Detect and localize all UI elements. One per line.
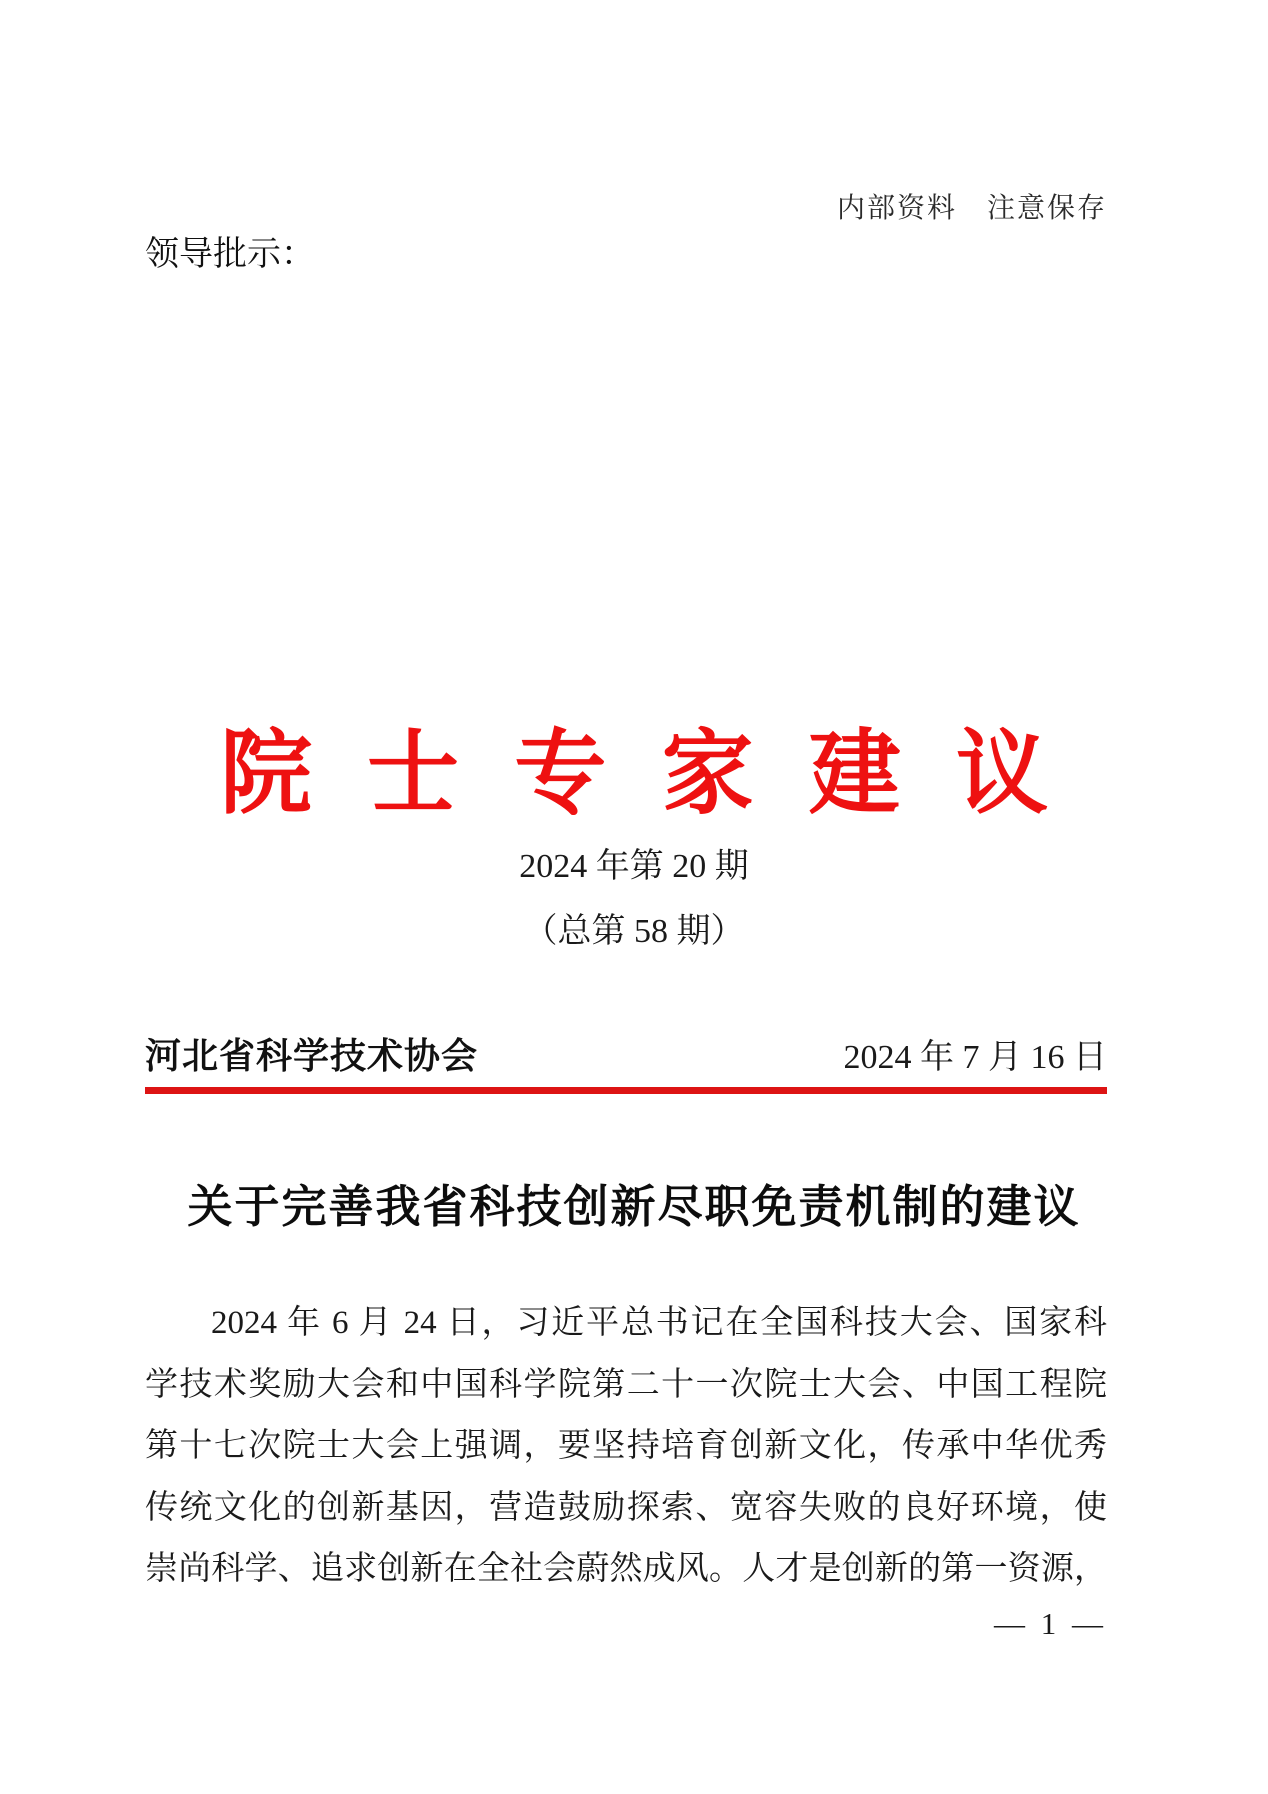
classification-notice: 内部资料 注意保存: [836, 193, 1107, 224]
page-number: — 1 —: [994, 1606, 1107, 1641]
body-line: 学技术奖励大会和中国科学院第二十一次院士大会、中国工程院: [145, 1366, 1107, 1403]
body-line: 崇尚科学、追求创新在全社会蔚然成风。人才是创新的第一资源，: [145, 1551, 1107, 1587]
body-line: 传统文化的创新基因，营造鼓励探索、宽容失败的良好环境，使: [145, 1489, 1107, 1526]
article-body: [145, 1293, 1107, 1601]
masthead-title: 院士专家建议: [219, 723, 1104, 825]
publisher-name: 河北省科学技术协会: [145, 1036, 479, 1076]
publisher-row: [145, 1028, 1107, 1079]
body-line: 第十七次院士大会上强调，要坚持培育创新文化，传承中华优秀: [145, 1428, 1107, 1464]
body-line: 2024 年 6 月 24 日，习近平总书记在全国科技大会、国家科: [211, 1305, 1107, 1341]
cumulative-issue-number: （总第 58 期）: [523, 913, 745, 950]
masthead-divider-rule: [145, 1087, 1107, 1094]
issue-date: 2024 年 7 月 16 日: [843, 1039, 1107, 1076]
issue-number: 2024 年第 20 期: [519, 848, 749, 885]
leader-note-label: 领导批示：: [145, 236, 315, 273]
article-title: 关于完善我省科技创新尽职免责机制的建议: [187, 1181, 1081, 1232]
